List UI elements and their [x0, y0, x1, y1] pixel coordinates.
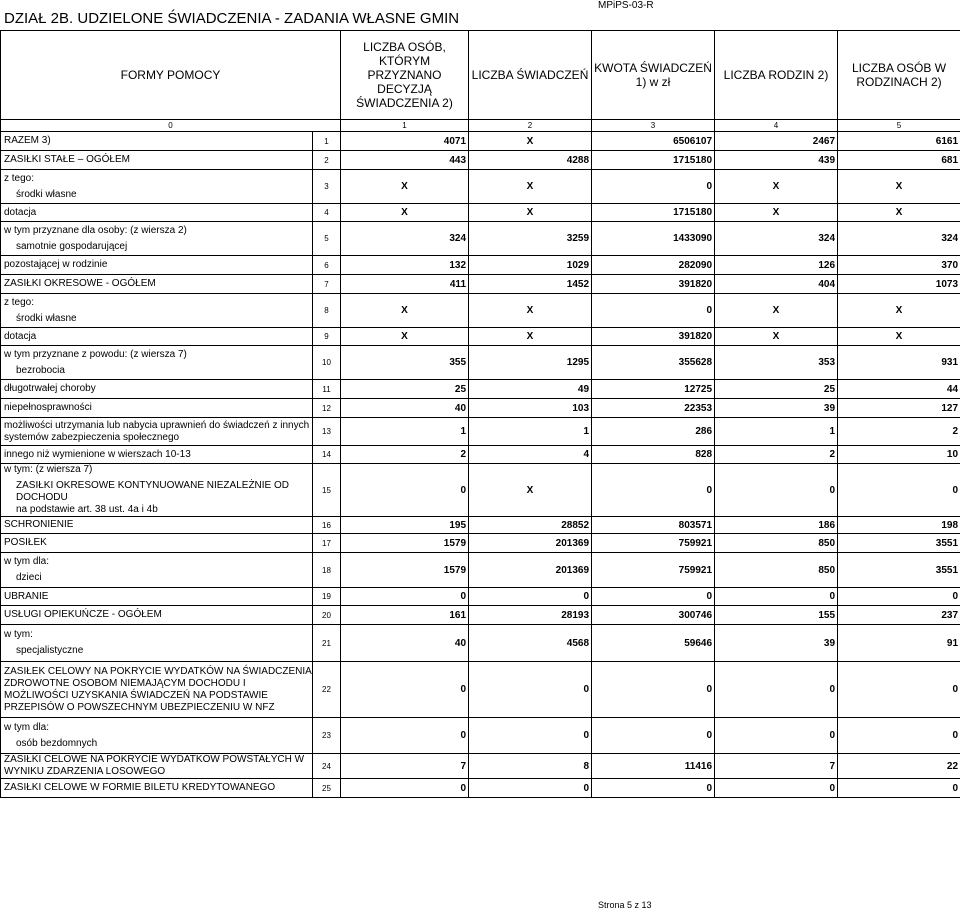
row-number: 13: [313, 418, 341, 446]
row-label: [1, 151, 313, 170]
cell-value: 0: [592, 294, 715, 328]
row-label: [1, 328, 313, 346]
header-families: LICZBA RODZIN 2): [715, 31, 838, 120]
row-label: [1, 662, 313, 718]
row-sublabel-text: samotnie gospodarującej: [16, 240, 128, 252]
cell-value: 1: [469, 418, 592, 446]
cell-value: X: [715, 328, 838, 346]
cell-value: X: [715, 170, 838, 204]
cell-value: 3551: [838, 553, 960, 588]
cell-value: 850: [715, 553, 838, 588]
cell-value: X: [715, 204, 838, 222]
column-number: 2: [469, 120, 592, 132]
row-label-text: z tego:: [4, 172, 35, 184]
header-persons-in-families: LICZBA OSÓB W RODZINACH 2): [838, 31, 960, 120]
row-label-text: ZASIŁKI CELOWE W FORMIE BILETU KREDYTOWANEGO: [4, 782, 276, 793]
row-sublabel-text: środki własne: [16, 312, 77, 324]
row-number: 3: [313, 170, 341, 204]
cell-value: 127: [838, 399, 960, 418]
cell-value: 1452: [469, 275, 592, 294]
cell-value: X: [838, 170, 960, 204]
row-label: [1, 275, 313, 294]
table-row: [1, 754, 960, 779]
table-row: [1, 275, 960, 294]
cell-value: X: [715, 294, 838, 328]
row-label: [1, 588, 313, 606]
table-row: [1, 204, 960, 222]
row-label: [1, 222, 313, 256]
section-title: DZIAŁ 2B. UDZIELONE ŚWIADCZENIA - ZADANIA WŁASNE GMIN: [4, 10, 460, 27]
row-sublabel-text: ZASIŁKI OKRESOWE KONTYNUOWANE NIEZALEŻNIE OD DOCHODU: [16, 480, 290, 503]
cell-value: 59646: [592, 625, 715, 662]
cell-value: 1073: [838, 275, 960, 294]
row-number: 25: [313, 779, 341, 798]
cell-value: 0: [469, 779, 592, 798]
cell-value: 2467: [715, 132, 838, 151]
cell-value: 391820: [592, 328, 715, 346]
cell-value: 11416: [592, 754, 715, 779]
row-label: [1, 418, 313, 446]
row-number: 16: [313, 517, 341, 534]
cell-value: 12725: [592, 380, 715, 399]
cell-value: X: [341, 294, 469, 328]
cell-value: 324: [341, 222, 469, 256]
cell-value: 22353: [592, 399, 715, 418]
cell-value: 1715180: [592, 151, 715, 170]
row-number: 2: [313, 151, 341, 170]
cell-value: 0: [341, 662, 469, 718]
row-number: 19: [313, 588, 341, 606]
cell-value: X: [469, 132, 592, 151]
row-sublabel-text: dzieci: [16, 572, 42, 583]
column-number: 3: [592, 120, 715, 132]
row-label-text: w tym:: [4, 629, 33, 640]
cell-value: 759921: [592, 534, 715, 553]
row-number: 5: [313, 222, 341, 256]
row-label-text: ZASIŁKI CELOWE NA POKRYCIE WYDATKÓW POWSTAŁYCH W WYNIKU ZDARZENIA LOSOWEGO: [4, 754, 305, 777]
row-label: [1, 204, 313, 222]
cell-value: 1579: [341, 534, 469, 553]
row-label: [1, 553, 313, 588]
row-number: 9: [313, 328, 341, 346]
cell-value: 1433090: [592, 222, 715, 256]
table-row: [1, 346, 960, 380]
cell-value: 7: [715, 754, 838, 779]
cell-value: 0: [592, 779, 715, 798]
cell-value: 353: [715, 346, 838, 380]
row-number: 14: [313, 446, 341, 464]
cell-value: 8: [469, 754, 592, 779]
cell-value: 237: [838, 606, 960, 625]
cell-value: 103: [469, 399, 592, 418]
cell-value: 0: [592, 170, 715, 204]
cell-value: 4: [469, 446, 592, 464]
row-number: 22: [313, 662, 341, 718]
row-label: [1, 718, 313, 754]
cell-value: 44: [838, 380, 960, 399]
table-row: [1, 625, 960, 662]
row-label: [1, 534, 313, 553]
form-code: MPiPS-03-R: [598, 0, 654, 11]
cell-value: 25: [341, 380, 469, 399]
cell-value: 355: [341, 346, 469, 380]
cell-value: 10: [838, 446, 960, 464]
cell-value: X: [469, 170, 592, 204]
table-row: [1, 328, 960, 346]
table-row: [1, 553, 960, 588]
row-label: [1, 606, 313, 625]
cell-value: 324: [715, 222, 838, 256]
column-number: 0: [1, 120, 341, 132]
row-label-text: ZASIŁKI OKRESOWE - OGÓŁEM: [4, 278, 156, 289]
row-label: [1, 399, 313, 418]
cell-value: 3259: [469, 222, 592, 256]
table-row: [1, 170, 960, 204]
row-label-text: POSIŁEK: [4, 537, 47, 548]
header-benefits: LICZBA ŚWIADCZEŃ: [469, 31, 592, 120]
cell-value: 0: [469, 718, 592, 754]
row-label-text: USŁUGI OPIEKUŃCZE - OGÓŁEM: [4, 609, 162, 620]
table-row: [1, 606, 960, 625]
table-row: [1, 222, 960, 256]
row-number: 17: [313, 534, 341, 553]
row-label-text: niepełnosprawności: [4, 402, 92, 413]
header-forms: FORMY POMOCY: [1, 31, 341, 120]
cell-value: X: [341, 328, 469, 346]
row-label-text: UBRANIE: [4, 590, 49, 602]
table-row: [1, 534, 960, 553]
cell-value: 0: [838, 464, 960, 517]
cell-value: 0: [341, 779, 469, 798]
row-sublabel-text: osób bezdomnych: [16, 737, 98, 749]
cell-value: 201369: [469, 534, 592, 553]
row-number: 8: [313, 294, 341, 328]
cell-value: 0: [715, 662, 838, 718]
cell-value: 931: [838, 346, 960, 380]
cell-value: 0: [469, 588, 592, 606]
cell-value: 91: [838, 625, 960, 662]
column-number: 4: [715, 120, 838, 132]
cell-value: 4568: [469, 625, 592, 662]
cell-value: 195: [341, 517, 469, 534]
row-number: 18: [313, 553, 341, 588]
row-label: [1, 754, 313, 779]
cell-value: 1715180: [592, 204, 715, 222]
cell-value: 4071: [341, 132, 469, 151]
cell-value: 39: [715, 399, 838, 418]
cell-value: 2: [838, 418, 960, 446]
row-label: [1, 779, 313, 798]
cell-value: 155: [715, 606, 838, 625]
row-number: 6: [313, 256, 341, 275]
column-number: 1: [341, 120, 469, 132]
row-label-text: dotacja: [4, 330, 37, 342]
cell-value: 201369: [469, 553, 592, 588]
cell-value: 7: [341, 754, 469, 779]
cell-value: 803571: [592, 517, 715, 534]
table-row: [1, 718, 960, 754]
cell-value: 0: [838, 718, 960, 754]
cell-value: 49: [469, 380, 592, 399]
cell-value: 0: [592, 662, 715, 718]
cell-value: 0: [592, 588, 715, 606]
cell-value: 1295: [469, 346, 592, 380]
row-sublabel-text: środki własne: [16, 188, 77, 200]
row-label: [1, 625, 313, 662]
row-number: 15: [313, 464, 341, 517]
row-number: 12: [313, 399, 341, 418]
row-label: [1, 132, 313, 151]
row-label-text: w tym przyznane dla osoby: (z wiersza 2): [4, 224, 187, 236]
cell-value: 439: [715, 151, 838, 170]
cell-value: 1: [341, 418, 469, 446]
cell-value: 391820: [592, 275, 715, 294]
cell-value: X: [838, 328, 960, 346]
row-label-text: w tym dla:: [4, 556, 50, 567]
table-row: [1, 517, 960, 534]
row-label: [1, 294, 313, 328]
row-label: [1, 517, 313, 534]
row-number: 23: [313, 718, 341, 754]
cell-value: 2: [341, 446, 469, 464]
cell-value: 28193: [469, 606, 592, 625]
table-row: [1, 588, 960, 606]
cell-value: 850: [715, 534, 838, 553]
row-number: 24: [313, 754, 341, 779]
cell-value: X: [341, 170, 469, 204]
cell-value: 186: [715, 517, 838, 534]
row-label-text: z tego:: [4, 296, 35, 308]
row-sublabel-text: na podstawie art. 38 ust. 4a i 4b: [16, 504, 158, 515]
cell-value: 370: [838, 256, 960, 275]
cell-value: 443: [341, 151, 469, 170]
cell-value: 0: [838, 779, 960, 798]
row-label-text: innego niż wymienione w wierszach 10-13: [4, 448, 191, 460]
cell-value: 411: [341, 275, 469, 294]
header-persons: LICZBA OSÓB, KTÓRYM PRZYZNANO DECYZJĄ ŚWIADCZENIA 2): [341, 31, 469, 120]
cell-value: 0: [715, 718, 838, 754]
benefits-table: [0, 30, 960, 798]
cell-value: 0: [592, 718, 715, 754]
cell-value: 282090: [592, 256, 715, 275]
cell-value: X: [469, 328, 592, 346]
cell-value: 0: [592, 464, 715, 517]
cell-value: 0: [838, 588, 960, 606]
cell-value: 161: [341, 606, 469, 625]
column-number: 5: [838, 120, 960, 132]
cell-value: 0: [341, 588, 469, 606]
cell-value: 6506107: [592, 132, 715, 151]
header-amount: KWOTA ŚWIADCZEŃ 1) w zł: [592, 31, 715, 120]
row-label: [1, 446, 313, 464]
cell-value: X: [838, 204, 960, 222]
table-row: [1, 294, 960, 328]
row-sublabel-text: bezrobocia: [16, 364, 65, 376]
table-row: [1, 380, 960, 399]
row-label: [1, 170, 313, 204]
cell-value: 6161: [838, 132, 960, 151]
cell-value: X: [469, 294, 592, 328]
table-row: [1, 256, 960, 275]
cell-value: 0: [341, 464, 469, 517]
cell-value: 300746: [592, 606, 715, 625]
cell-value: 28852: [469, 517, 592, 534]
row-number: 21: [313, 625, 341, 662]
page-footer: Strona 5 z 13: [598, 900, 652, 910]
row-label: [1, 380, 313, 399]
row-label: [1, 256, 313, 275]
row-label-text: długotrwałej choroby: [4, 383, 96, 394]
cell-value: 0: [715, 464, 838, 517]
cell-value: 4288: [469, 151, 592, 170]
table-row: [1, 418, 960, 446]
cell-value: 1579: [341, 553, 469, 588]
cell-value: X: [469, 464, 592, 517]
row-number: 4: [313, 204, 341, 222]
cell-value: 3551: [838, 534, 960, 553]
cell-value: 0: [715, 779, 838, 798]
cell-value: 286: [592, 418, 715, 446]
cell-value: 0: [469, 662, 592, 718]
cell-value: 828: [592, 446, 715, 464]
cell-value: 681: [838, 151, 960, 170]
row-label-text: pozostającej w rodzinie: [4, 259, 108, 270]
column-numbers-row: [1, 120, 960, 132]
cell-value: 0: [341, 718, 469, 754]
row-label-text: w tym: (z wiersza 7): [4, 464, 93, 475]
cell-value: 324: [838, 222, 960, 256]
row-label-text: możliwości utrzymania lub nabycia uprawnień do świadczeń z innych systemów zabezpieczenia społecznego: [4, 419, 310, 443]
row-number: 10: [313, 346, 341, 380]
table-row: [1, 662, 960, 718]
row-label-text: SCHRONIENIE: [4, 519, 74, 530]
cell-value: X: [341, 204, 469, 222]
row-label-text: RAZEM 3): [4, 135, 51, 146]
table-row: [1, 151, 960, 170]
row-label-text: w tym dla:: [4, 721, 50, 733]
cell-value: 25: [715, 380, 838, 399]
row-label: [1, 464, 313, 517]
cell-value: 0: [838, 662, 960, 718]
row-number: 20: [313, 606, 341, 625]
cell-value: 40: [341, 625, 469, 662]
cell-value: 759921: [592, 553, 715, 588]
cell-value: 39: [715, 625, 838, 662]
row-label-text: ZASIŁKI STAŁE – OGÓŁEM: [4, 154, 130, 165]
cell-value: 1029: [469, 256, 592, 275]
table-row: [1, 446, 960, 464]
row-sublabel-text: specjalistyczne: [16, 645, 84, 656]
cell-value: 2: [715, 446, 838, 464]
cell-value: 198: [838, 517, 960, 534]
row-label-text: w tym przyznane z powodu: (z wiersza 7): [4, 348, 187, 360]
table-row: [1, 464, 960, 517]
cell-value: X: [469, 204, 592, 222]
cell-value: 132: [341, 256, 469, 275]
table-row: [1, 399, 960, 418]
row-label-text: ZASIŁEK CELOWY NA POKRYCIE WYDATKÓW NA ŚWIADCZENIA ZDROWOTNE OSOBOM NIEMAJĄCYM DOCHODU I MOŻLIWOŚCI UZYSKANIA ŚWIADCZEŃ NA PODSTAWIE PRZEPISÓW O POWSZECHNYM UBEZPIECZENIU W NFZ: [4, 665, 312, 713]
row-number: 7: [313, 275, 341, 294]
cell-value: 40: [341, 399, 469, 418]
cell-value: 126: [715, 256, 838, 275]
row-label-text: dotacja: [4, 206, 37, 218]
cell-value: 0: [715, 588, 838, 606]
cell-value: X: [838, 294, 960, 328]
cell-value: 1: [715, 418, 838, 446]
cell-value: 355628: [592, 346, 715, 380]
row-number: 1: [313, 132, 341, 151]
cell-value: 404: [715, 275, 838, 294]
row-label: [1, 346, 313, 380]
row-number: 11: [313, 380, 341, 399]
cell-value: 22: [838, 754, 960, 779]
table-row: [1, 132, 960, 151]
table-row: [1, 779, 960, 798]
